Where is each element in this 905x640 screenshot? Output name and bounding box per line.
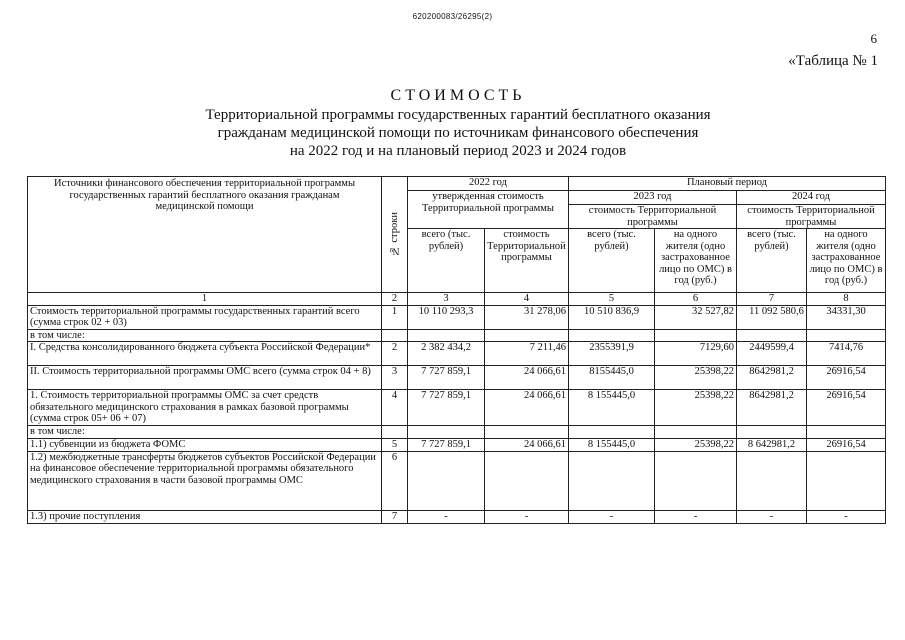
value-total-2022: 10 110 293,3: [408, 305, 485, 329]
header-per-capita-2024: на одного жителя (одно застрахованное лицо по ОМС) в год (руб.): [807, 229, 886, 293]
row-name: в том числе:: [28, 329, 382, 342]
cost-table: [27, 176, 886, 524]
value-per-capita-2023: 7129,60: [655, 342, 737, 366]
table-cell: [485, 329, 569, 342]
subtitle-line: гражданам медицинской помощи по источникам финансового обеспечения: [217, 125, 699, 141]
header-per-capita-2022: стоимость Территориальной программы: [485, 229, 569, 293]
table-row: [28, 451, 886, 510]
table-row: [28, 342, 886, 366]
table-cell: [408, 451, 485, 510]
table-cell: [807, 426, 886, 439]
subtitle-line: на 2022 год и на плановый период 2023 и 2024 годов: [289, 143, 627, 159]
table-row: [28, 366, 886, 390]
column-number: 5: [569, 293, 655, 306]
header-total-2023: всего (тыс. рублей): [569, 229, 655, 293]
header-2022: 2022 год: [408, 177, 569, 191]
row-name: 1.1) субвенции из бюджета ФОМС: [28, 438, 382, 451]
table-cell: [655, 329, 737, 342]
row-number: 2: [382, 342, 408, 366]
value-per-capita-2024: 26916,54: [807, 438, 886, 451]
value-per-capita-2022: 31 278,06: [485, 305, 569, 329]
table-row: [28, 426, 886, 439]
row-number: [382, 426, 408, 439]
table-cell: [485, 451, 569, 510]
value-per-capita-2022: -: [485, 510, 569, 523]
row-number: 5: [382, 438, 408, 451]
value-total-2022: 7 727 859,1: [408, 366, 485, 390]
value-total-2024: 11 092 580,6: [737, 305, 807, 329]
column-number: 2: [382, 293, 408, 306]
column-number-row: [28, 293, 886, 306]
header-2024: 2024 год: [737, 191, 886, 205]
header-row-number: № строки: [382, 177, 408, 293]
value-per-capita-2022: 7 211,46: [485, 342, 569, 366]
value-per-capita-2023: -: [655, 510, 737, 523]
table-row: [28, 390, 886, 426]
value-total-2024: 2449599,4: [737, 342, 807, 366]
document-title: СТОИМОСТЬ: [390, 87, 526, 104]
value-total-2023: 8 155445,0: [569, 390, 655, 426]
table-label: «Таблица № 1: [788, 53, 878, 69]
row-number: 7: [382, 510, 408, 523]
header-per-capita-2023: на одного жителя (одно застрахованное лицо по ОМС) в год (руб.): [655, 229, 737, 293]
value-per-capita-2024: 34331,30: [807, 305, 886, 329]
value-total-2024: 8642981,2: [737, 390, 807, 426]
row-number: 1: [382, 305, 408, 329]
value-total-2023: 8 155445,0: [569, 438, 655, 451]
header-plan-period: Плановый период: [569, 177, 886, 191]
value-total-2024: 8642981,2: [737, 366, 807, 390]
table-cell: [485, 426, 569, 439]
column-number: 4: [485, 293, 569, 306]
header-cost-2024: стоимость Территориальной программы: [737, 205, 886, 229]
header-total-2022: всего (тыс. рублей): [408, 229, 485, 293]
value-total-2024: -: [737, 510, 807, 523]
value-total-2023: 2355391,9: [569, 342, 655, 366]
document-id: 620200083/26295(2): [412, 12, 493, 21]
value-per-capita-2024: 26916,54: [807, 366, 886, 390]
table-cell: [807, 451, 886, 510]
column-number: 3: [408, 293, 485, 306]
column-number: 1: [28, 293, 382, 306]
value-total-2022: -: [408, 510, 485, 523]
row-name: II. Стоимость территориальной программы ОМС всего (сумма строк 04 + 8): [28, 366, 382, 390]
table-cell: [569, 426, 655, 439]
column-number: 6: [655, 293, 737, 306]
header-approved-cost: утвержденная стоимость Территориальной программы: [408, 191, 569, 229]
table-cell: [569, 329, 655, 342]
row-name: I. Средства консолидированного бюджета субъекта Российской Федерации*: [28, 342, 382, 366]
value-total-2023: 8155445,0: [569, 366, 655, 390]
header-sources: Источники финансового обеспечения территориальной программы государственных гарантий бесплатного оказания гражданам медицинской помощи: [28, 177, 382, 293]
table-row: [28, 305, 886, 329]
row-number: 3: [382, 366, 408, 390]
table-row: [28, 510, 886, 523]
row-name: 1.3) прочие поступления: [28, 510, 382, 523]
value-per-capita-2023: 25398,22: [655, 438, 737, 451]
value-total-2023: 10 510 836,9: [569, 305, 655, 329]
header-cost-2023: стоимость Территориальной программы: [569, 205, 737, 229]
value-per-capita-2024: 7414,76: [807, 342, 886, 366]
value-total-2022: 2 382 434,2: [408, 342, 485, 366]
table-cell: [655, 426, 737, 439]
row-name: Стоимость территориальной программы государственных гарантий всего (сумма строк 02 + 03): [28, 305, 382, 329]
header-2023: 2023 год: [569, 191, 737, 205]
table-row: [28, 438, 886, 451]
value-per-capita-2023: 32 527,82: [655, 305, 737, 329]
table-cell: [737, 451, 807, 510]
value-per-capita-2024: 26916,54: [807, 390, 886, 426]
value-total-2023: -: [569, 510, 655, 523]
row-name: 1.2) межбюджетные трансферты бюджетов субъектов Российской Федерации на финансовое обеспечение территориальной программы обязательного медицинского страхования в части базовой программы ОМС: [28, 451, 382, 510]
header-total-2024: всего (тыс. рублей): [737, 229, 807, 293]
table-cell: [807, 329, 886, 342]
value-per-capita-2022: 24 066,61: [485, 366, 569, 390]
column-number: 8: [807, 293, 886, 306]
table-cell: [569, 451, 655, 510]
value-per-capita-2022: 24 066,61: [485, 438, 569, 451]
document-subtitle: [0, 106, 905, 160]
table-cell: [655, 451, 737, 510]
subtitle-line: Территориальной программы государственных гарантий бесплатного оказания: [205, 107, 711, 123]
page-number: 6: [870, 31, 877, 46]
table-cell: [737, 329, 807, 342]
table-cell: [408, 329, 485, 342]
row-number: 4: [382, 390, 408, 426]
row-number: [382, 329, 408, 342]
value-total-2022: 7 727 859,1: [408, 438, 485, 451]
value-per-capita-2022: 24 066,61: [485, 390, 569, 426]
table-cell: [408, 426, 485, 439]
table-row: [28, 329, 886, 342]
value-total-2024: 8 642981,2: [737, 438, 807, 451]
row-name: в том числе:: [28, 426, 382, 439]
column-number: 7: [737, 293, 807, 306]
row-name: 1. Стоимость территориальной программы ОМС за счет средств обязательного медицинского страхования в рамках базовой программы (сумма строк 05+ 06 + 07): [28, 390, 382, 426]
row-number: 6: [382, 451, 408, 510]
value-per-capita-2024: -: [807, 510, 886, 523]
value-per-capita-2023: 25398,22: [655, 366, 737, 390]
table-cell: [737, 426, 807, 439]
value-per-capita-2023: 25398,22: [655, 390, 737, 426]
value-total-2022: 7 727 859,1: [408, 390, 485, 426]
